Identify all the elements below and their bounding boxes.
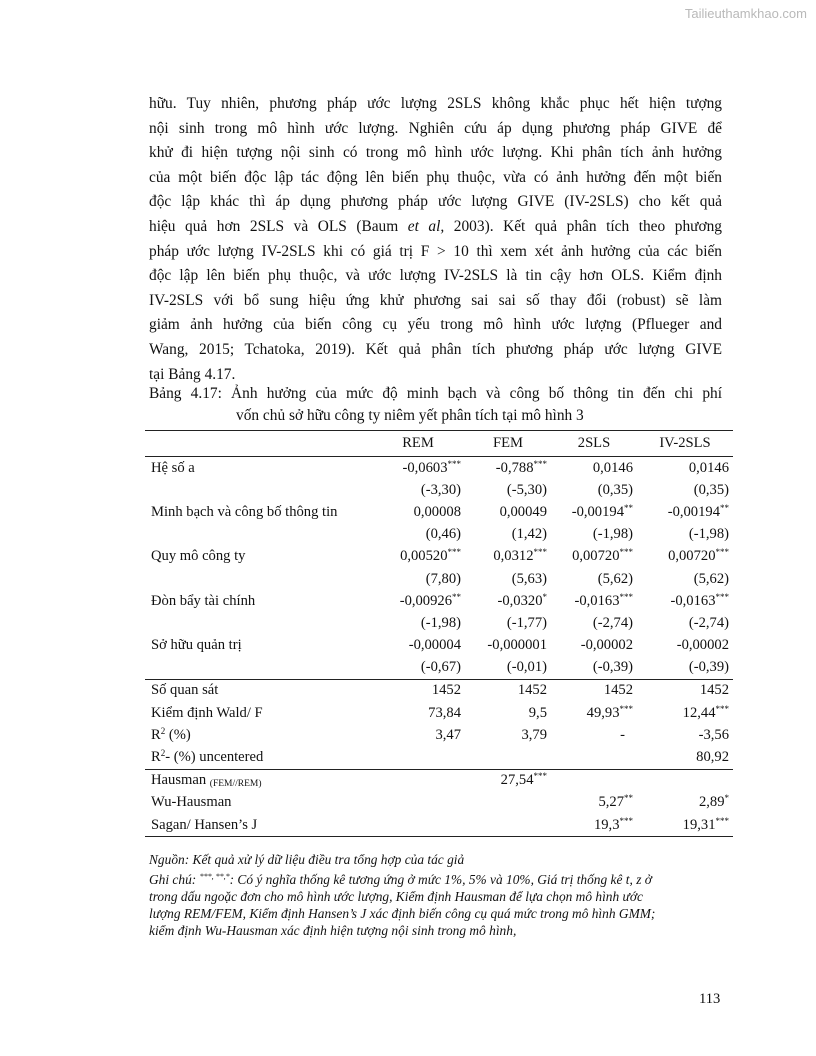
coef-cell: -0,000001 bbox=[487, 637, 547, 654]
tstat-cell: (0,35) bbox=[693, 481, 729, 498]
tstat-cell: (1,42) bbox=[511, 526, 547, 543]
tstat-cell: (-1,98) bbox=[688, 526, 729, 543]
table-row bbox=[145, 792, 733, 814]
tstat-cell: (-2,74) bbox=[592, 614, 633, 631]
watermark: Tailieuthamkhao.com bbox=[684, 6, 807, 21]
coef-cell: -0,00194** bbox=[667, 502, 729, 520]
tstat-cell: (5,63) bbox=[511, 570, 547, 587]
table-cell: 3,79 bbox=[521, 726, 547, 743]
coef-cell: -0,0163*** bbox=[670, 591, 729, 609]
tstat-cell: (-0,01) bbox=[506, 659, 547, 676]
paragraph-line: nội sinh trong mô hình ước lượng. Nghiên cứu áp dụng phương pháp GIVE để bbox=[149, 119, 722, 137]
table-cell: 49,93*** bbox=[586, 703, 633, 721]
coef-cell: -0,0603*** bbox=[402, 458, 461, 476]
tstat-cell: (-3,30) bbox=[420, 481, 461, 498]
coef-cell: 0,00720*** bbox=[668, 547, 729, 565]
coef-cell: 0,00520*** bbox=[400, 547, 461, 565]
paragraph-line: khử đi hiện tượng nội sinh có trong mô hình ước lượng. Khi phân tích ảnh hưởng bbox=[149, 144, 722, 162]
table-row bbox=[145, 501, 733, 523]
table-cell: 1452 bbox=[371, 679, 465, 702]
row-label: Minh bạch và công bố thông tin bbox=[151, 503, 338, 520]
coef-cell: 0,00720*** bbox=[572, 547, 633, 565]
table-row-tstat bbox=[145, 568, 733, 590]
column-header: FEM bbox=[465, 431, 551, 457]
tstat-cell: (-0,39) bbox=[688, 659, 729, 676]
table-cell: 9,5 bbox=[528, 704, 547, 721]
table-cell: 2,89* bbox=[698, 793, 729, 811]
table-row bbox=[145, 457, 733, 480]
header-label-cell bbox=[145, 431, 371, 457]
column-header: 2SLS bbox=[551, 431, 637, 457]
page-number: 113 bbox=[699, 991, 721, 1007]
coef-cell: -0,00926** bbox=[399, 591, 461, 609]
tstat-cell: (5,62) bbox=[597, 570, 633, 587]
paragraph-line: IV-2SLS với bổ sung hiệu ứng khử phương sai sai số thay đổi (robust) sẽ làm bbox=[149, 291, 722, 309]
caption-line-2: vốn chủ sở hữu công ty niêm yết phân tích tại mô hình 3 bbox=[236, 407, 584, 424]
citation-etal: et al, bbox=[407, 217, 445, 235]
regression-table bbox=[145, 430, 733, 837]
paragraph-line: của một biến độc lập tác động lên biến phụ thuộc, vừa có ảnh hưởng đến một biến bbox=[149, 168, 722, 186]
tstat-cell: (0,46) bbox=[425, 526, 461, 543]
column-header: IV-2SLS bbox=[637, 431, 733, 457]
row-label: $R^2$ (%) bbox=[151, 725, 191, 743]
table-cell: - bbox=[620, 726, 625, 743]
table-row bbox=[145, 679, 733, 702]
row-label: Hausman $_{(FEM//REM)}$ bbox=[145, 769, 371, 792]
row-label: Hệ số a bbox=[151, 459, 195, 476]
row-label: Sagan/ Hansen’s J bbox=[145, 814, 371, 837]
table-cell: 5,27** bbox=[598, 793, 633, 811]
table-cell: 19,3*** bbox=[551, 814, 637, 837]
table-cell: 19,31*** bbox=[637, 814, 733, 837]
paragraph-line: pháp ước lượng IV-2SLS khi có giá trị F > 10 thì xem xét ảnh hưởng của các biến bbox=[149, 242, 722, 260]
body-paragraph bbox=[149, 92, 722, 387]
tstat-cell: (-2,74) bbox=[688, 614, 729, 631]
paragraph-line: Wang, 2015; Tchatoka, 2019). Kết quả phân tích phương pháp ước lượng GIVE bbox=[149, 340, 722, 358]
table-source: Nguồn: Kết quả xử lý dữ liệu điều tra tổng hợp của tác giả bbox=[149, 852, 465, 867]
coef-cell: 0,00049 bbox=[499, 503, 547, 520]
tstat-cell: (-1,98) bbox=[592, 526, 633, 543]
coef-cell: -0,788*** bbox=[495, 458, 547, 476]
column-header: REM bbox=[371, 431, 465, 457]
coef-cell: 0,0312*** bbox=[493, 547, 547, 565]
table-cell: 12,44*** bbox=[682, 703, 729, 721]
notes-line: kiểm định Wu-Hausman xác định hiện tượng nội sinh trong mô hình, bbox=[149, 923, 517, 938]
table-row bbox=[145, 814, 733, 837]
table-header-row bbox=[145, 431, 733, 457]
row-label: Quy mô công ty bbox=[151, 548, 246, 565]
table-cell: 73,84 bbox=[428, 704, 461, 721]
table-cell: 1452 bbox=[551, 679, 637, 702]
paragraph-line: độc lập khác thì áp dụng phương pháp ước lượng GIVE (IV-2SLS) cho kết quả bbox=[149, 193, 722, 211]
row-label: Đòn bẩy tài chính bbox=[151, 592, 256, 609]
table-row bbox=[145, 546, 733, 568]
table-cell: 3,47 bbox=[435, 726, 461, 743]
table-row bbox=[145, 746, 733, 769]
paragraph-line: độc lập lên biến phụ thuộc, và ước lượng IV-2SLS là tin cậy hơn OLS. Kiểm định bbox=[149, 267, 722, 285]
table-row bbox=[145, 724, 733, 746]
table-row-tstat bbox=[145, 524, 733, 546]
notes-line: Ghi chú: ***, **,*: Có ý nghĩa thống kê tương ứng ở mức 1%, 5% và 10%, Giá trị thống kê t, z ở bbox=[149, 872, 652, 887]
paragraph-line: giảm ảnh hưởng của biến công cụ yếu trong mô hình ước lượng (Pflueger and bbox=[149, 316, 722, 334]
notes-line: trong dấu ngoặc đơn cho mô hình ước lượng, Kiểm định Hausman để lựa chọn mô hình ước bbox=[149, 889, 643, 904]
row-label: Kiểm định Wald/ F bbox=[151, 704, 263, 721]
table-cell: 1452 bbox=[637, 679, 733, 702]
notes-line: lượng REM/FEM, Kiểm định Hansen’s J xác định biến công cụ quá mức trong mô hình GMM; bbox=[149, 906, 656, 921]
coef-cell: -0,00002 bbox=[580, 637, 633, 654]
tstat-cell: (0,35) bbox=[597, 481, 633, 498]
coef-cell: 0,0146 bbox=[688, 459, 729, 476]
table-row bbox=[145, 635, 733, 657]
paragraph-line: tại Bảng 4.17. bbox=[149, 365, 236, 383]
tstat-cell: (-1,77) bbox=[506, 614, 547, 631]
table-cell: -3,56 bbox=[698, 726, 729, 743]
paragraph-line: hữu. Tuy nhiên, phương pháp ước lượng 2SLS không khắc phục hết hiện tượng bbox=[149, 95, 722, 112]
table-notes bbox=[149, 871, 722, 939]
table-row bbox=[145, 702, 733, 724]
table-caption bbox=[149, 383, 722, 427]
row-label: Số quan sát bbox=[145, 679, 371, 702]
row-label: Sở hữu quản trị bbox=[151, 637, 242, 654]
coefficient-rows bbox=[145, 457, 733, 680]
coef-cell: -0,00194** bbox=[571, 502, 633, 520]
table-row bbox=[145, 769, 733, 792]
coef-cell: -0,0163*** bbox=[574, 591, 633, 609]
caption-line-1: Bảng 4.17: Ảnh hưởng của mức độ minh bạch và công bố thông tin đến chi phí bbox=[149, 385, 722, 402]
coef-cell: -0,00002 bbox=[676, 637, 729, 654]
table-row bbox=[145, 590, 733, 612]
table-cell: 1452 bbox=[465, 679, 551, 702]
row-label: Wu-Hausman bbox=[151, 794, 232, 811]
coef-cell: 0,00008 bbox=[413, 503, 461, 520]
table-row-tstat bbox=[145, 612, 733, 634]
tstat-cell: (7,80) bbox=[425, 570, 461, 587]
tstat-cell: (-0,67) bbox=[420, 659, 461, 676]
coef-cell: -0,0320* bbox=[497, 591, 547, 609]
coef-cell: 0,0146 bbox=[592, 459, 633, 476]
row-label: $R^2-$ (%) uncentered bbox=[151, 748, 264, 766]
tstat-cell: (5,62) bbox=[693, 570, 729, 587]
table-cell: 27,54*** bbox=[465, 769, 551, 792]
tstat-cell: (-5,30) bbox=[506, 481, 547, 498]
table-cell: 80,92 bbox=[696, 749, 729, 766]
table-row-tstat bbox=[145, 479, 733, 501]
table-row-tstat bbox=[145, 657, 733, 680]
paragraph-line-citation: hiệu quả hơn 2SLS và OLS (Baum et al, 2003). Kết quả phân tích theo phương bbox=[149, 217, 723, 235]
tstat-cell: (-0,39) bbox=[592, 659, 633, 676]
coef-cell: -0,00004 bbox=[408, 637, 461, 654]
tstat-cell: (-1,98) bbox=[420, 614, 461, 631]
